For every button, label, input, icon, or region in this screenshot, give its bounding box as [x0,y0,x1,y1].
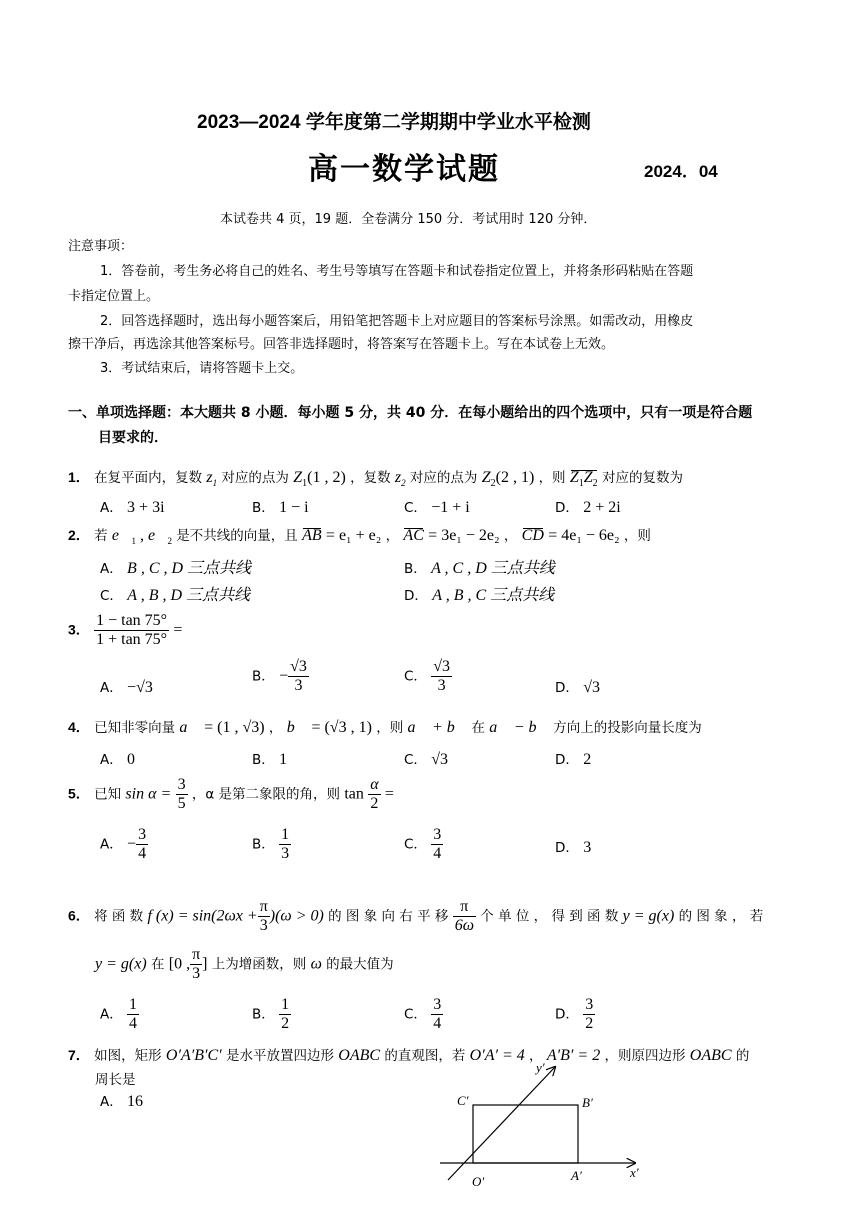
q6-text: 个 单 位 ， 得 到 函 数 [480,908,619,925]
interval-start: [0 , [168,955,191,973]
q1-option-a[interactable]: A． 3 + 3i [100,499,165,516]
Z1-point: (1 , 2) [307,469,346,486]
Z1Z2-vector: $Z_1Z_2$ [569,469,598,490]
Z2-symbol: $Z_2$ [481,469,496,490]
q7-text: ，则原四边形 [604,1048,686,1064]
label-y: y′ [536,1060,545,1075]
q3-option-d[interactable]: D． √3 [555,679,600,696]
question-number: 5． [68,785,90,802]
quad-name: OABC [338,1047,381,1064]
q6-option-d[interactable]: D． $\frac{3}{2}$ [555,996,594,1032]
q4-option-c[interactable]: C． √3 [404,751,449,768]
notice-item1-line2: 卡指定位置上。 [68,289,160,304]
q1-text: 对应的点为 [221,470,289,486]
q7-option-a[interactable]: A． 16 [100,1093,144,1110]
ab-length: A′B′ = 2 [546,1047,601,1064]
pi-over-3: $\frac{\pi}{3}$ [192,946,201,982]
eq-ac: = 3e₁ − 2e₂ [428,527,500,544]
q6-text: 在 [150,956,165,973]
question-number: 6． [68,907,90,924]
q2-text: 若 [94,528,108,544]
q1-text: 在复平面内，复数 [94,470,203,486]
q2-text: ，则 [623,528,651,544]
question-3 [68,612,182,649]
q6-condition: )(ω > 0) [269,907,324,925]
q6-option-c[interactable]: C． $\frac{3}{4}$ [404,996,442,1032]
Z2-point: (2 , 1) [495,469,535,486]
q4-option-b[interactable]: B． 1 [252,751,288,768]
q4-text: 已知非零向量 [94,720,176,736]
q1-text: 对应的点为 [409,470,478,486]
q6-text: 的 图 象 ， 若 [678,908,764,925]
q6-text: 的 图 象 向 右 平 移 [328,908,449,925]
notice-item2-line1: 2．回答选择题时，选出每小题答案后，用铅笔把答题卡上对应题目的答案标号涂黑。如需改动，用橡皮 [100,314,694,329]
notice-item3: 3．考试结束后，请将答题卡上交。 [100,361,304,376]
a-plus-b: a⃗ + b⃗ [407,719,468,736]
q1-text: ，复数 [350,470,391,486]
tan-label: tan [344,785,364,803]
vector-a: a⃗ [179,719,200,736]
q3-option-c[interactable]: C． $\frac{√3}{3}$ [404,658,451,694]
oa-length: O′A′ = 4 [469,1047,525,1064]
label-C: C′ [457,1093,469,1108]
question-5: 5． 已知 sin α = $\frac{3}{5}$ ，α 是第二象限的角，则 tan $\frac{\alpha}{2}$ = [68,776,394,812]
e1-e2-vectors: $e⃗_1$ , $e⃗_2$ [111,527,172,547]
question-number: 7． [68,1047,90,1063]
q4-text: 在 [471,720,485,736]
q2-text: 是不共线的向量，且 [176,528,298,544]
q3-option-a[interactable]: A． −√3 [100,679,153,696]
label-x: x′ [630,1165,639,1180]
interval-end: ] [202,955,208,973]
q2-option-c[interactable]: C． A , B , D 三点共线 [100,587,251,604]
q2-option-b[interactable]: B． A , C , D 三点共线 [404,560,555,577]
question-number: 3． [68,621,90,638]
q5-option-b[interactable]: B． $\frac{1}{3}$ [252,826,290,862]
vector-CD: CD [521,527,544,544]
Z1-symbol: $Z_1$ [293,469,308,490]
vector-AB: AB [302,527,322,544]
question-4: 4． 已知非零向量 a⃗ = (1 , √3) ， b⃗ = (√3 , 1) ，则 a⃗ + b⃗ 在 a⃗ − b⃗ 方向上的投影向量长度为 [68,719,702,736]
exam-title-line1: 2023—2024 学年度第二学期期中学业水平检测 [197,112,591,133]
exam-intro: 本试卷共 4 页，19 题．全卷满分 150 分．考试用时 120 分钟． [220,212,597,227]
q2-option-a[interactable]: A． B , C , D 三点共线 [100,560,252,577]
q1-option-c[interactable]: C． −1 + i [404,499,470,516]
sin-alpha: sin α = [125,785,172,803]
q3-equals: = [173,621,183,639]
q4-text: ，则 [376,720,404,736]
rectangle-OABC [473,1105,578,1163]
q6-option-a[interactable]: A． $\frac{1}{4}$ [100,996,138,1032]
q6-text: 将 函 数 [94,908,144,925]
oblique-projection-figure [430,1055,660,1195]
eq-cd: = 4e₁ − 6e₂ [548,527,620,544]
q6-text: 上为增函数，则 [211,956,307,973]
vector-b: b⃗ [286,719,308,736]
q5-option-c[interactable]: C． $\frac{3}{4}$ [404,826,442,862]
question-number: 1． [68,469,90,485]
q2-option-d[interactable]: D． A , B , C 三点共线 [404,587,555,604]
q7-text: 是水平放置四边形 [225,1048,334,1064]
z1-symbol: $z_1$ [206,469,218,489]
q7-text: 如图，矩形 [94,1048,162,1064]
q6-function: f (x) = sin(2ωx + [147,907,258,925]
q7-text: 的直观图，若 [384,1048,466,1064]
notice-heading: 注意事项： [68,239,134,254]
question-7-line2: 周长是 [95,1072,136,1088]
eq-ab: = e₁ + e₂ [325,527,382,544]
question-2: 2． 若 $e⃗_1$ , $e⃗_2$ 是不共线的向量，且 AB = e₁ + e₂ ， AC = 3e₁ − 2e₂ ， CD = 4e₁ − 6e₂ ，则 [68,527,651,547]
q6-text: 的最大值为 [326,956,394,973]
alpha-half: $\frac{\alpha}{2}$ [370,776,379,812]
notice-item1-line1: 1．答卷前，考生务必将自己的姓名、考生号等填写在答题卡和试卷指定位置上，并将条形码粘贴在答题 [100,264,694,279]
g-function: y = g(x) [95,955,147,973]
q1-option-b[interactable]: B． 1 − i [252,499,309,516]
quad-name: OABC [689,1047,732,1064]
q5-option-a[interactable]: A． − $\frac{3}{4}$ [100,826,147,862]
q3-option-b[interactable]: B． − $\frac{√3}{3}$ [252,658,307,694]
b-value: = (√3 , 1) [311,719,372,736]
notice-item2-line2: 擦干净后，再选涂其他答案标号。回答非选择题时，将答案写在答题卡上。写在本试卷上无效。 [68,337,615,352]
q3-fraction: $\frac{1 - \tan 75^\circ}{1 + \tan 75^\circ}$ [96,612,168,648]
question-number: 4． [68,719,90,735]
label-O: O′ [472,1174,485,1189]
q5-fraction: $\frac{3}{5}$ [177,776,186,812]
question-6-line2 [95,946,394,983]
q4-text: 方向上的投影向量长度为 [553,720,702,736]
q1-text: ，则 [538,470,566,486]
q7-text: 的 [735,1048,750,1064]
question-7-line1: 7． 如图，矩形 O′A′B′C′ 是水平放置四边形 OABC 的直观图，若 O′A′ = 4 ， A′B′ = 2 ，则原四边形 OABC 的 [68,1047,750,1064]
z2-symbol: $z_2$ [394,469,406,489]
exam-date: 2024．04 [644,162,718,181]
a-value: = (1 , √3) [204,719,265,736]
g-function: y = g(x) [622,907,675,925]
q1-option-d[interactable]: D． 2 + 2i [555,499,621,516]
q6-option-b[interactable]: B． $\frac{1}{2}$ [252,996,290,1032]
q5-text: ，α 是第二象限的角，则 [191,786,341,803]
question-1 [68,466,683,489]
omega-symbol: ω [310,955,322,973]
shift-fraction: $\frac{\pi}{6\omega}$ [454,898,474,934]
q5-option-d[interactable]: D． 3 [555,839,592,856]
section-heading-line2: 目要求的． [98,430,168,446]
q4-option-a[interactable]: A． 0 [100,751,136,768]
question-6-line1 [68,898,763,935]
rect-name: O′A′B′C′ [165,1047,222,1064]
label-A: A′ [571,1168,582,1183]
pi-over-3: $\frac{\pi}{3}$ [259,898,268,934]
a-minus-b: a⃗ − b⃗ [489,719,549,736]
question-number: 2． [68,527,90,543]
q1-text: 对应的复数为 [601,470,683,486]
label-B: B′ [582,1095,593,1110]
q4-option-d[interactable]: D． 2 [555,751,592,768]
vector-AC: AC [403,527,424,544]
q5-text: 已知 [94,786,122,803]
section-heading-line1: 一、单项选择题：本大题共 8 小题．每小题 5 分，共 40 分．在每小题给出的四个选项中，只有一项是符合题 [68,405,753,421]
exam-title: 高一数学试题 [308,152,500,187]
